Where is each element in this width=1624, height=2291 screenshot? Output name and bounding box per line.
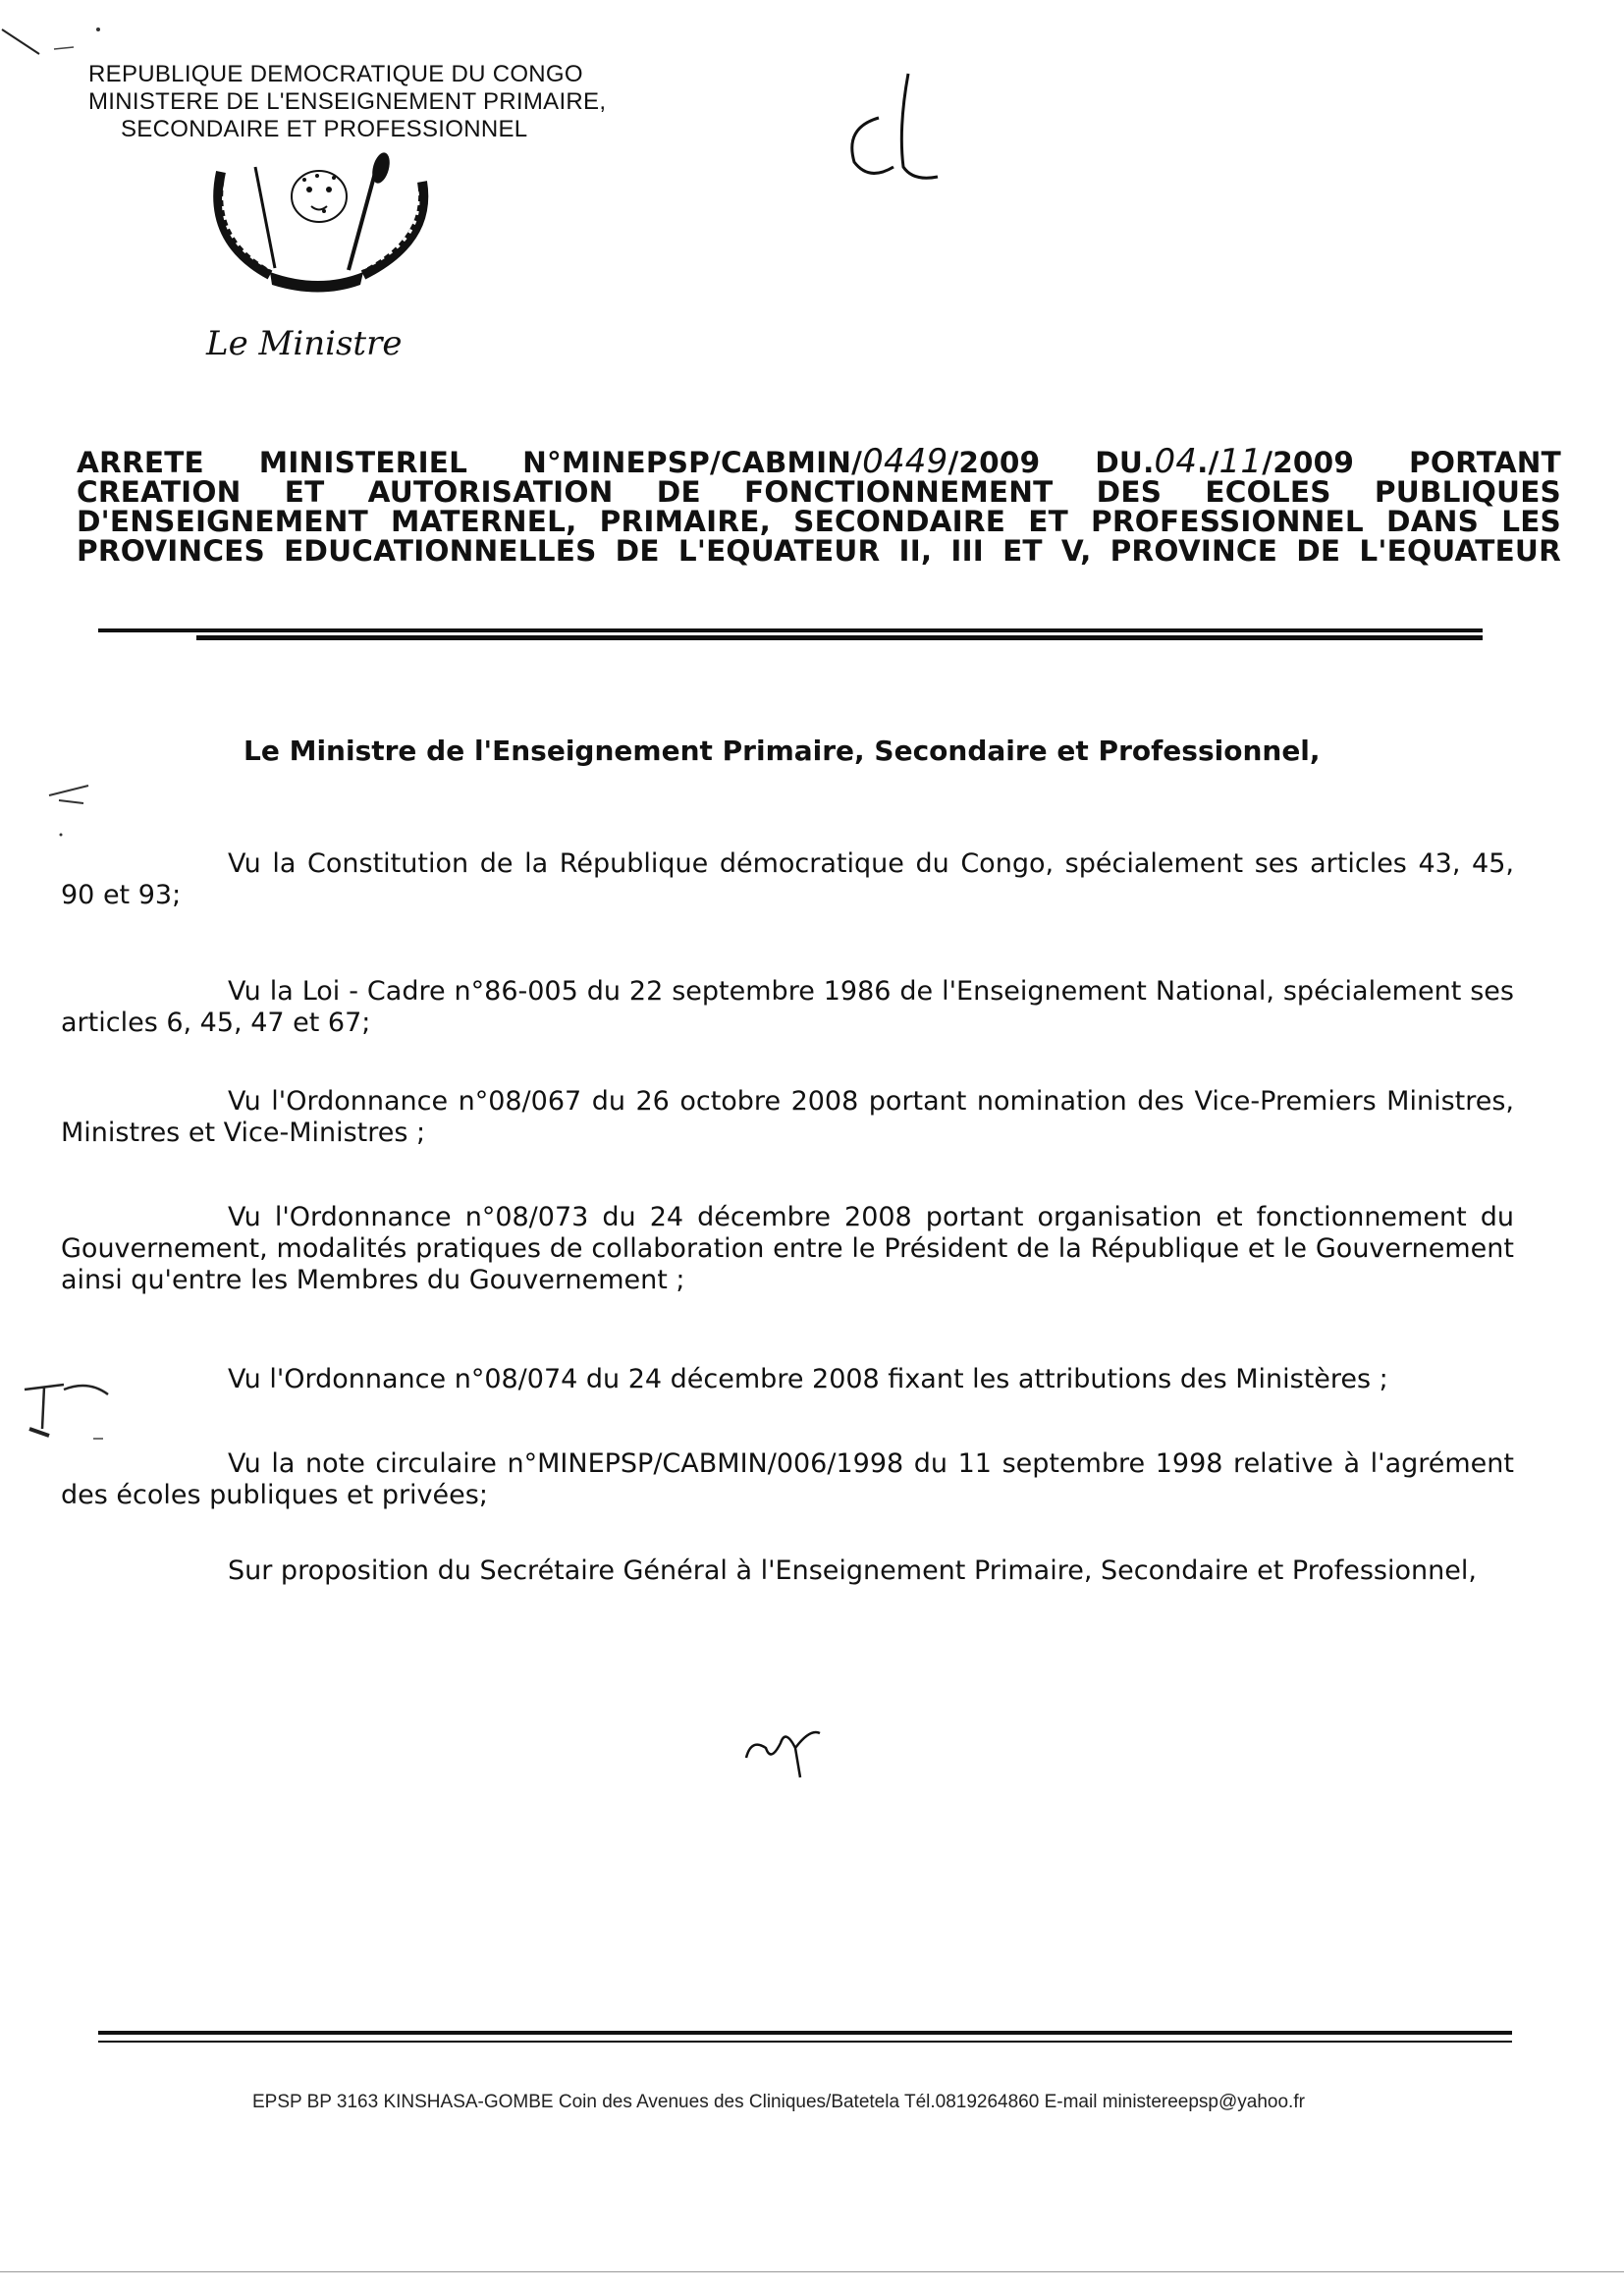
considerant-constitution: Vu la Constitution de la République démocratique du Congo, spécialement ses articles 43, 45, 90 et 93; [61, 848, 1514, 910]
minister-heading: Le Ministre de l'Enseignement Primaire, Secondaire et Professionnel, [244, 735, 1321, 767]
title-underline [98, 628, 1483, 632]
decree-title [77, 442, 1561, 568]
decree-ref-suffix: /2009 PORTANT [1262, 446, 1561, 479]
handwritten-paraph-mark [741, 1714, 830, 1782]
decree-title-line-3: D'ENSEIGNEMENT MATERNEL, PRIMAIRE, SECONDAIRE ET PROFESSIONNEL DANS LES [77, 505, 1561, 538]
national-emblem-icon [201, 152, 437, 300]
considerant-note-circulaire: Vu la note circulaire n°MINEPSP/CABMIN/006/1998 du 11 septembre 1998 relative à l'agrément des écoles publiques et privées; [61, 1448, 1514, 1510]
ministry-name: MINISTERE DE L'ENSEIGNEMENT PRIMAIRE, [88, 88, 607, 115]
footer-rule [98, 2031, 1512, 2035]
page-edge-line [0, 2271, 1624, 2272]
margin-scribble-mark [15, 1375, 123, 1453]
signatory-title: Le Ministre [206, 324, 403, 363]
considerant-ordonnance-074: Vu l'Ordonnance n°08/074 du 24 décembre 2008 fixant les attributions des Ministères ; [228, 1364, 1388, 1394]
title-underline-thick [196, 635, 1483, 640]
decree-day-handwritten: 04 [1154, 442, 1198, 481]
handwritten-initial-mark [839, 69, 947, 187]
decree-title-line-4: PROVINCES EDUCATIONNELLES DE L'EQUATEUR II, III ET V, PROVINCE DE L'EQUATEUR [77, 534, 1561, 568]
considerant-ordonnance-067: Vu l'Ordonnance n°08/067 du 26 octobre 2008 portant nomination des Vice-Premiers Ministres, Ministres et Vice-Ministres ; [61, 1086, 1514, 1148]
decree-number-handwritten: 0449 [862, 442, 948, 481]
decree-month-handwritten: 11 [1218, 442, 1263, 481]
decree-title-line-1 [77, 442, 1561, 481]
decree-ref-prefix: ARRETE MINISTERIEL N°MINEPSP/CABMIN/ [77, 446, 863, 479]
margin-scribble-mark [39, 766, 98, 845]
decree-title-line-2: CREATION ET AUTORISATION DE FONCTIONNEMENT DES ECOLES PUBLIQUES [77, 475, 1561, 509]
ministry-sections: SECONDAIRE ET PROFESSIONNEL [121, 116, 528, 142]
considerant-loi-cadre: Vu la Loi - Cadre n°86-005 du 22 septembre 1986 de l'Enseignement National, spécialement ses articles 6, 45, 47 et 67; [61, 976, 1514, 1038]
footer-address: EPSP BP 3163 KINSHASA-GOMBE Coin des Avenues des Cliniques/Batetela Tél.0819264860 E-mail ministereepsp@yahoo.fr [252, 2092, 1305, 2112]
footer-rule-thin [98, 2041, 1512, 2043]
country-name: REPUBLIQUE DEMOCRATIQUE DU CONGO [88, 61, 583, 87]
decree-date-prefix: /2009 DU. [947, 446, 1155, 479]
decree-date-separator: ./ [1197, 446, 1219, 479]
considerant-ordonnance-073: Vu l'Ordonnance n°08/073 du 24 décembre 2008 portant organisation et fonctionnement du Gouvernement, modalités pratiques de collaboration entre le Président de la République et le Gouvernement ainsi qu'entre les Membres du Gouvernement ; [61, 1202, 1514, 1295]
considerant-proposition: Sur proposition du Secrétaire Général à l'Enseignement Primaire, Secondaire et Professionnel, [228, 1555, 1477, 1586]
